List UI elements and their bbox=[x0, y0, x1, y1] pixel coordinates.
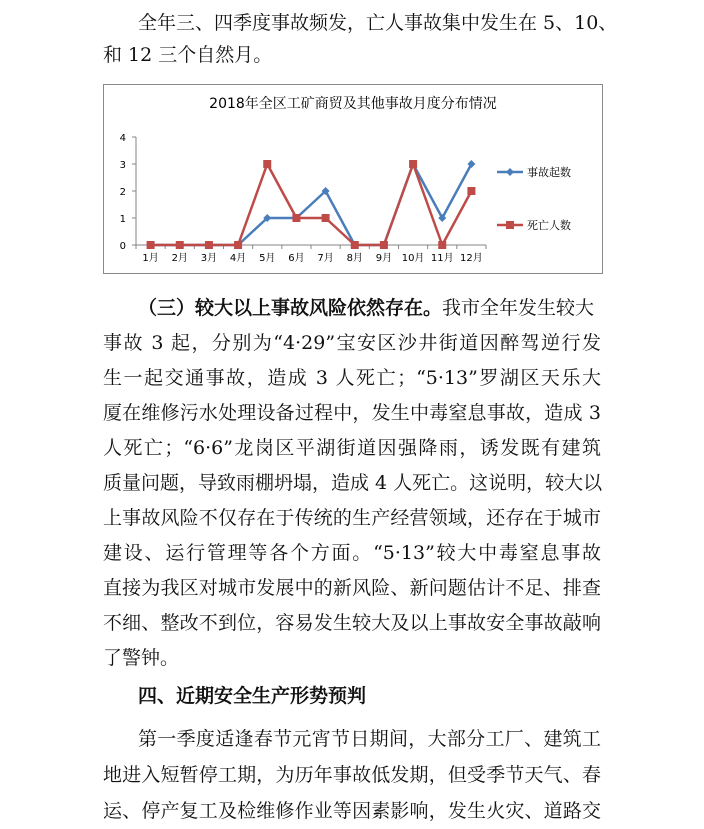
y-tick-label: 2 bbox=[119, 187, 126, 198]
section-3-line-9: 不细、整改不到位，容易发生较大及以上事故安全事故敲响 bbox=[103, 612, 601, 634]
x-tick-label: 8月 bbox=[346, 253, 363, 264]
legend-label-2: 死亡人数 bbox=[527, 219, 571, 232]
series-2-point bbox=[409, 160, 417, 168]
section-3-heading: （三）较大以上事故风险依然存在。 bbox=[138, 297, 443, 319]
section-3-line-5: 质量问题，导致雨棚坍塌，造成 4 人死亡。这说明，较大以 bbox=[103, 472, 603, 494]
section-4-heading: 四、近期安全生产形势预判 bbox=[138, 685, 367, 707]
section-3-line-6: 上事故风险不仅存在于传统的生产经营领域，还存在于城市 bbox=[103, 507, 601, 529]
y-tick-label: 1 bbox=[119, 214, 126, 225]
section-3-line-4: 人死亡；“6·6”龙岗区平湖街道因强降雨，诱发既有建筑 bbox=[103, 437, 601, 459]
section-4-line-0: 第一季度适逢春节元宵节日期间，大部分工厂、建筑工 bbox=[138, 728, 601, 750]
series-2-point bbox=[263, 160, 271, 168]
x-tick-label: 9月 bbox=[375, 253, 393, 264]
series-2-point bbox=[147, 241, 155, 249]
x-tick-label: 2月 bbox=[171, 253, 188, 264]
series-2-point bbox=[205, 241, 213, 249]
x-tick-label: 4月 bbox=[229, 253, 247, 264]
x-tick-label: 6月 bbox=[288, 253, 305, 264]
section-4-line-1: 地进入短暂停工期，为历年事故低发期，但受季节天气、春 bbox=[103, 764, 601, 786]
section-3-line-0: 我市全年发生较大 bbox=[442, 297, 595, 319]
series-2-point bbox=[292, 214, 300, 222]
series-2-point bbox=[176, 241, 184, 249]
series-line-1 bbox=[151, 164, 472, 245]
section-3-line-3: 厦在维修污水处理设备过程中，发生中毒窒息事故，造成 3 bbox=[103, 402, 601, 424]
legend-marker-1 bbox=[506, 168, 514, 176]
section-3-first-line bbox=[138, 295, 594, 321]
series-2-point bbox=[380, 241, 388, 249]
series-2-point bbox=[322, 214, 330, 222]
series-2-point bbox=[234, 241, 242, 249]
paragraph-1-line-2: 和 12 三个自然月。 bbox=[103, 44, 273, 66]
x-tick-label: 10月 bbox=[401, 253, 425, 264]
x-tick-label: 12月 bbox=[460, 253, 483, 264]
legend-label-1: 事故起数 bbox=[527, 166, 571, 179]
section-3-line-2: 生一起交通事故，造成 3 人死亡；“5·13”罗湖区天乐大 bbox=[103, 367, 601, 389]
x-tick-label: 3月 bbox=[200, 253, 218, 264]
x-tick-label: 11月 bbox=[430, 253, 454, 264]
paragraph-1-line-1: 全年三、四季度事故频发，亡人事故集中发生在 5、10、 bbox=[138, 12, 618, 34]
y-tick-label: 4 bbox=[119, 133, 126, 144]
section-3-line-10: 了警钟。 bbox=[103, 647, 180, 669]
section-3-line-1: 事故 3 起，分别为“4·29”宝安区沙井街道因醉驾逆行发 bbox=[103, 332, 601, 354]
y-tick-label: 3 bbox=[119, 160, 126, 171]
series-2-point bbox=[467, 187, 475, 195]
series-2-point bbox=[438, 241, 446, 249]
legend-marker-2 bbox=[506, 221, 514, 229]
series-2-point bbox=[351, 241, 359, 249]
y-tick-label: 0 bbox=[119, 241, 126, 252]
x-tick-label: 5月 bbox=[259, 253, 276, 264]
x-tick-label: 7月 bbox=[317, 253, 334, 264]
section-4-line-2: 运、停产复工及检维修作业等因素影响，发生火灾、道路交 bbox=[103, 800, 601, 822]
section-3-line-8: 直接为我区对城市发展中的新风险、新问题估计不足、排查 bbox=[103, 577, 601, 599]
section-3-line-7: 建设、运行管理等各个方面。“5·13”较大中毒窒息事故 bbox=[103, 542, 601, 564]
monthly-accident-chart bbox=[103, 84, 603, 274]
chart-svg bbox=[104, 85, 602, 273]
chart-title: 2018年全区工矿商贸及其他事故月度分布情况 bbox=[209, 96, 497, 112]
x-tick-label: 1月 bbox=[142, 253, 159, 264]
